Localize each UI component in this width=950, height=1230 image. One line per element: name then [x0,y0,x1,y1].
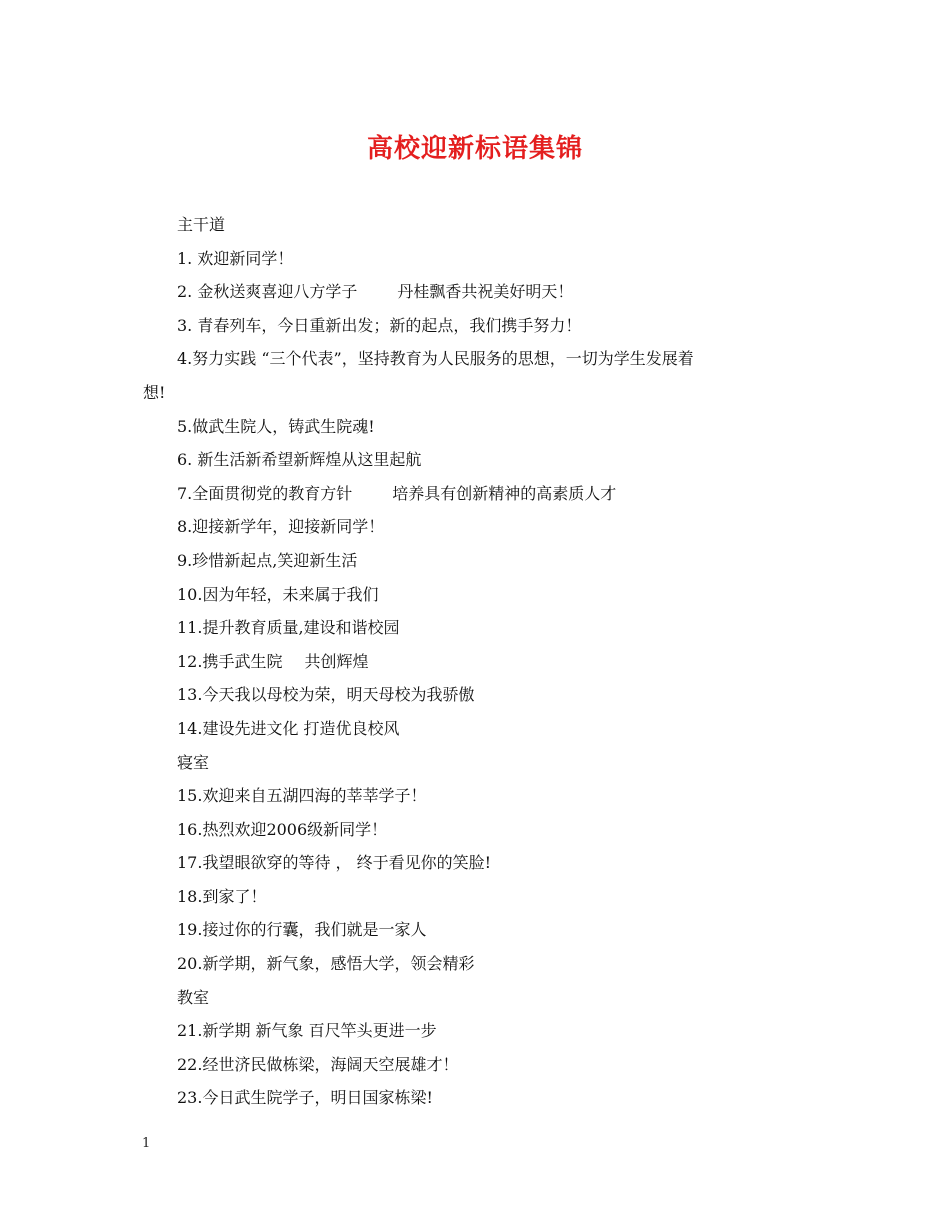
list-item-part: 2. 金秋送爽喜迎八方学子 [177,282,358,302]
list-item: 8.迎接新学年，迎接新同学！ [177,517,385,537]
list-item [143,275,813,309]
list-item-part: 12.携手武生院 [177,651,283,671]
list-item: 5.做武生院人，铸武生院魂! [177,416,375,436]
page-title: 高校迎新标语集锦 [366,134,583,164]
list-item: 17.我望眼欲穿的等待 ， 终于看见你的笑脸! [177,853,492,873]
slogan-list [143,208,813,1115]
list-item: 11.提升教育质量,建设和谐校园 [177,618,400,638]
list-item: 13.今天我以母校为荣，明天母校为我骄傲 [177,685,475,705]
list-item: 14.建设先进文化 打造优良校风 [177,718,400,738]
list-item: 9.珍惜新起点,笑迎新生活 [177,550,358,570]
list-item: 19.接过你的行囊，我们就是一家人 [177,920,427,940]
section-heading: 主干道 [177,215,226,234]
list-item: 1. 欢迎新同学！ [177,248,294,268]
section-heading: 教室 [177,987,210,1007]
list-item [143,477,813,511]
list-item: 18.到家了！ [177,886,267,906]
list-item: 4.努力实践 “三个代表”，坚持教育为人民服务的思想，一切为学生发展着 [177,349,694,369]
list-item-continuation: 想! [143,382,166,402]
list-item-part: 共创辉煌 [304,651,369,671]
list-item-part: 7.全面贯彻党的教育方针 [177,483,353,503]
list-item: 3. 青春列车，今日重新出发；新的起点，我们携手努力！ [177,315,582,335]
list-item-part: 丹桂飘香共祝美好明天！ [397,282,574,302]
list-item: 21.新学期 新气象 百尺竿头更进一步 [177,1021,437,1041]
list-item: 10.因为年轻，未来属于我们 [177,584,379,604]
page-number: 1 [142,1136,151,1151]
list-item-part: 培养具有创新精神的高素质人才 [392,483,617,503]
list-item: 22.经世济民做栋梁，海阔天空展雄才！ [177,1054,459,1074]
list-item: 23.今日武生院学子，明日国家栋梁! [177,1088,433,1108]
list-item: 15.欢迎来自五湖四海的莘莘学子！ [177,786,427,806]
list-item: 20.新学期，新气象，感悟大学，领会精彩 [177,954,475,974]
section-heading: 寝室 [177,752,210,772]
list-item: 16.热烈欢迎2006级新同学！ [177,819,388,839]
list-item: 6. 新生活新希望新辉煌从这里起航 [177,450,422,470]
list-item [143,645,813,679]
